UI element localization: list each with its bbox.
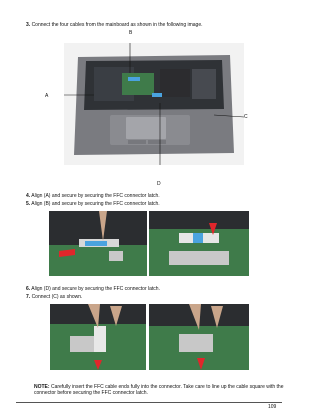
step-3	[26, 22, 203, 28]
step-text: Align (D) and secure by securing the FFC connector latch.	[31, 286, 160, 292]
step-number: 4.	[26, 193, 31, 199]
step-number: 5.	[26, 201, 31, 207]
laptop-overview-photo	[64, 43, 244, 165]
page-number: 109	[268, 404, 277, 410]
connector-c-photo	[149, 304, 249, 370]
connector-b-photo	[149, 211, 249, 276]
callout-d: D	[157, 181, 161, 187]
step-text: Align (A) and secure by securing the FFC connector latch.	[31, 193, 160, 199]
step-7	[26, 294, 82, 300]
step-number: 3.	[26, 22, 31, 28]
footer-divider	[16, 402, 282, 403]
step-6	[26, 286, 160, 292]
connector-d-photo	[50, 304, 146, 370]
step-number: 6.	[26, 286, 31, 292]
step-5	[26, 201, 160, 207]
callout-a: A	[45, 93, 49, 99]
step-text: Align (B) and secure by securing the FFC connector latch.	[31, 201, 160, 207]
note	[34, 384, 284, 396]
step-text: Connect (C) as shown.	[31, 294, 83, 300]
note-text: Carefully insert the FFC cable ends fully into the connector. Take care to line up the cable square with the connector before securing the FFC connector latch.	[34, 384, 284, 396]
callout-b: B	[129, 30, 133, 36]
step-4	[26, 193, 160, 199]
callout-c: C	[244, 114, 248, 120]
step-number: 7.	[26, 294, 31, 300]
note-label: NOTE:	[34, 384, 50, 390]
step-text: Connect the four cables from the mainboard as shown in the following image.	[31, 22, 203, 28]
connector-a-photo	[49, 211, 147, 276]
